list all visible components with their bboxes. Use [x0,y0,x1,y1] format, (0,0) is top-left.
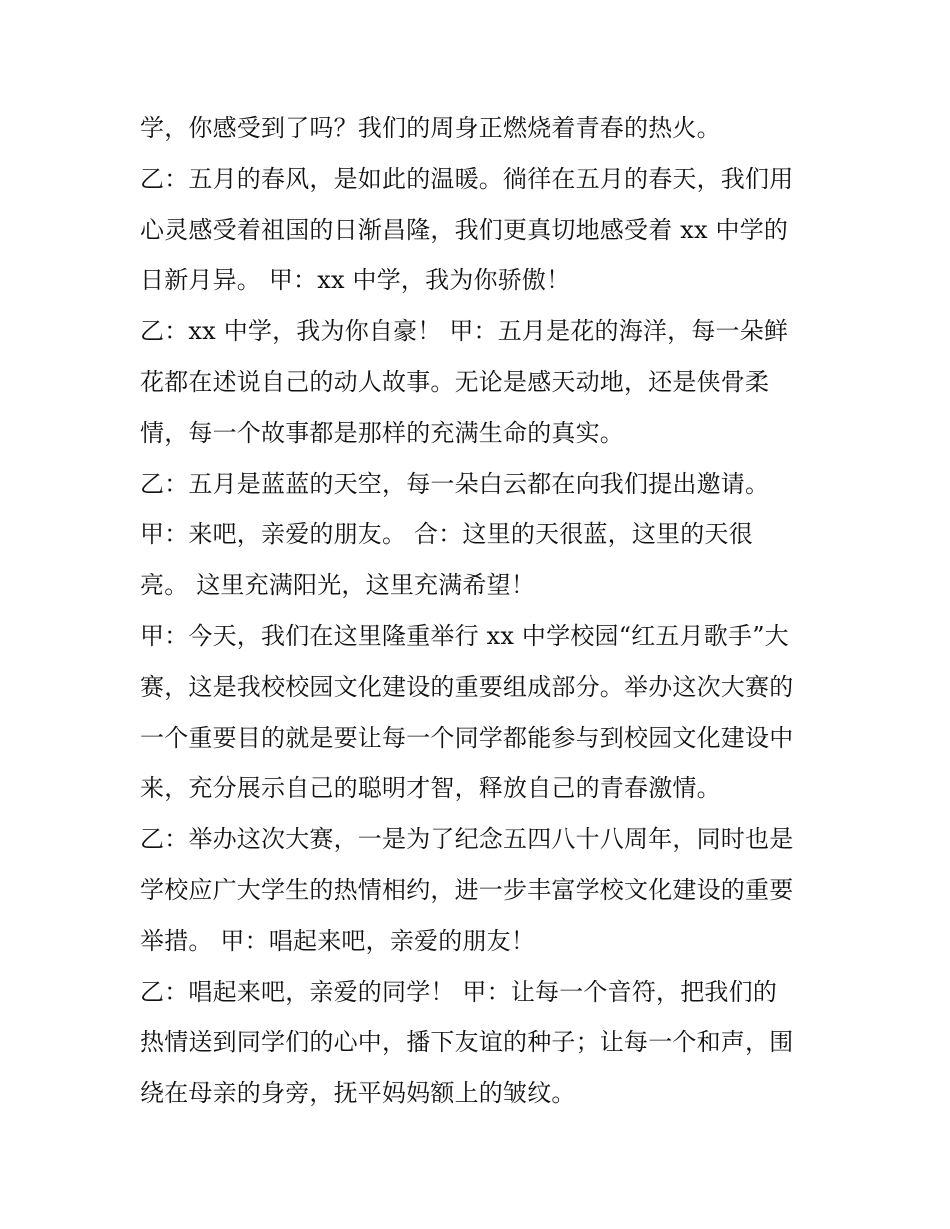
text-line: 亮。 这里充满阳光，这里充满希望！ [140,571,536,600]
text-line: 举措。 甲：唱起来吧，亲爱的朋友！ [140,926,536,955]
document-body [140,103,820,1119]
text-line: 甲：今天，我们在这里隆重举行 xx 中学校园“红五月歌手”大 [140,621,789,650]
text-line: 心灵感受着祖国的日渐昌隆，我们更真切地感受着 xx 中学的 [140,215,789,244]
text-line: 学校应广大学生的热情相约，进一步丰富学校文化建设的重要 [140,875,794,904]
text-line: 日新月异。 甲：xx 中学，我为你骄傲！ [140,266,571,295]
text-line: 学，你感受到了吗？我们的周身正燃烧着青春的热火。 [140,114,721,142]
text-line: 情，每一个故事都是那样的充满生命的真实。 [140,418,624,447]
text-line: 花都在述说自己的动人故事。无论是感天动地，还是侠骨柔 [140,367,770,396]
text-line: 赛，这是我校校园文化建设的重要组成部分。举办这次大赛的 [140,672,794,701]
text-line: 乙：唱起来吧，亲爱的同学！ 甲：让每一个音符，把我们的 [140,977,778,1006]
text-line: 绕在母亲的身旁，抚平妈妈额上的皱纹。 [140,1079,576,1108]
text-line: 乙：xx 中学，我为你自豪！ 甲：五月是花的海洋，每一朵鲜 [140,317,789,346]
text-line: 乙：五月的春风，是如此的温暖。徜徉在五月的春天，我们用 [140,164,794,193]
text-line: 乙：五月是蓝蓝的天空，每一朵白云都在向我们提出邀请。 [140,469,770,498]
text-line: 一个重要目的就是要让每一个同学都能参与到校园文化建设中 [140,723,794,752]
text-line: 甲：来吧，亲爱的朋友。 合：这里的天很蓝，这里的天很 [140,520,753,549]
text-line: 来，充分展示自己的聪明才智，释放自己的青春激情。 [140,774,721,803]
text-line: 热情送到同学们的心中，播下友谊的种子；让每一个和声，围 [140,1028,794,1057]
text-line: 乙：举办这次大赛，一是为了纪念五四八十八周年，同时也是 [140,825,794,854]
